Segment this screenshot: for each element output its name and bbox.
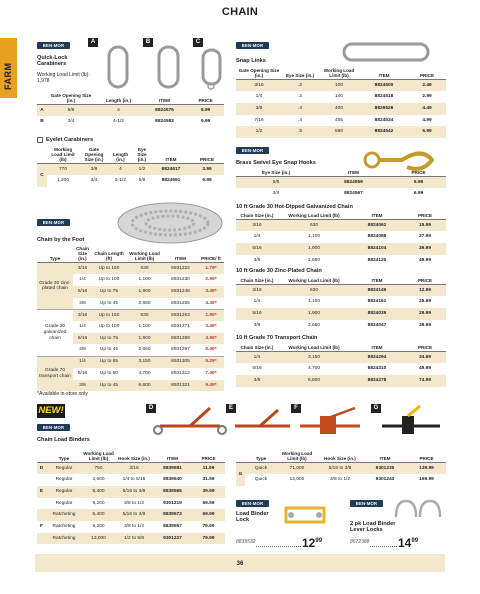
table-row: 1/2 .5 560 8824542 5.99 bbox=[236, 126, 446, 138]
table-row: G Quick 71,000 5/16 to 3/8 9301235 139.99 bbox=[236, 463, 446, 475]
section-tab-label: FARM bbox=[3, 62, 13, 90]
table-row: A 5/8 4 8824575 8.99 bbox=[37, 105, 224, 117]
th-length: Length (in.) bbox=[109, 147, 132, 164]
brand-badge: BEN-MOR bbox=[37, 42, 70, 49]
lever-locks-item: 8672388 bbox=[350, 539, 370, 545]
lever-locks-image bbox=[390, 497, 445, 521]
checkbox-icon bbox=[37, 137, 43, 143]
th-eye-size: Eye Size (in.) bbox=[236, 170, 316, 177]
th-item: ITEM bbox=[142, 93, 187, 105]
th-chain-length: Chain Length (ft) bbox=[92, 246, 126, 263]
th-type: Type bbox=[46, 451, 82, 463]
image-label-d: D bbox=[146, 404, 156, 413]
table-row: 7/16 .4 485 8824534 4.99 bbox=[254, 117, 432, 123]
brass-swivel-title: Brass Swivel Eye Snap Hooks bbox=[236, 160, 316, 166]
table-row: Grade 30 galvanized chain 3/16 Up to 150 630 8931263 1.99* bbox=[37, 309, 224, 321]
table-row: 5/16 Up to 75 1,900 8931248 3.49* bbox=[37, 286, 224, 298]
th-eye-size: Eye Size (in.) bbox=[132, 147, 152, 164]
lock-item: 8839532 bbox=[236, 539, 256, 545]
quicklink-table bbox=[37, 93, 224, 128]
table-row: 1/4 1,100 8824161 25.99 bbox=[253, 299, 431, 305]
th-price-ft: PRICE/ ft bbox=[198, 246, 224, 263]
th-eye-size: Eye Size (in.) bbox=[282, 68, 318, 80]
table-row: Grade 30 zinc-plated chain 3/16 Up to 150 630 8931222 1.79* bbox=[37, 263, 224, 275]
th-price: PRICE bbox=[404, 345, 446, 352]
snap-link-image bbox=[340, 38, 435, 66]
table-row: 3/8 Up to 45 6,600 8931321 9.49* bbox=[37, 380, 224, 392]
lever-locks-price: $14^{99}$ bbox=[398, 536, 419, 550]
table-row: B 3/4 4-1/2 8824583 9.99 bbox=[40, 119, 211, 125]
carabiner-c-icon bbox=[203, 50, 220, 84]
table-row: E Regular 5,400 5/16 to 3/8 8839565 39.99 bbox=[37, 486, 225, 498]
table-row: 1/4 Up to 100 1,100 8931271 3.49* bbox=[79, 324, 217, 330]
lever-locks-title: 2 pk Load Binder Lever Locks bbox=[350, 521, 396, 534]
table-row: D Regular 750 3/16 8839581 11.99 bbox=[37, 463, 225, 475]
th-chain-size: Chain Size (in.) bbox=[236, 345, 278, 352]
table-row: Quick 12,000 3/8 to 1/2 9301243 169.99 bbox=[254, 477, 434, 483]
table-row: 3/4 8824567 6.99 bbox=[272, 191, 424, 197]
brand-badge: BEN-MOR bbox=[350, 500, 383, 507]
th-item: ITEM bbox=[350, 278, 404, 285]
th-length: Length (in.) bbox=[95, 93, 142, 105]
image-label-e: E bbox=[226, 404, 236, 413]
lock-title: Load Binder Lock bbox=[236, 511, 269, 524]
table-row: 5/16 Up to 50 4,700 8931313 7.49* bbox=[77, 370, 217, 376]
lock-price: $12^{99}$ bbox=[302, 536, 323, 550]
th-price: PRICE bbox=[192, 451, 225, 463]
zinc-plated-table bbox=[236, 278, 446, 331]
th-price: PRICE bbox=[187, 93, 224, 105]
th-chain-size: Chain Size (in.) bbox=[236, 278, 278, 285]
th-chain-size: Chain Size (in.) bbox=[236, 213, 278, 220]
quicklink-subtitle: Working Load Limit (lb): 1,978 bbox=[37, 72, 90, 84]
zinc-plated-title: 10 ft Grade 30 Zinc-Plated Chain bbox=[236, 268, 322, 274]
table-row: 1/4 .2 140 8824518 2.99 bbox=[255, 94, 432, 100]
chain-coil-image bbox=[110, 197, 230, 247]
th-item: ITEM bbox=[163, 246, 198, 263]
table-row: C 770 3/8 4 1/2 8824617 3.99 bbox=[37, 164, 224, 176]
th-item: ITEM bbox=[350, 345, 404, 352]
th-wll: Working Load Limit (lb) bbox=[278, 278, 350, 285]
th-price: PRICE bbox=[404, 213, 446, 220]
table-row: 3/16 630 8824146 12.99 bbox=[236, 285, 446, 297]
table-row: 1,200 3/4 5-1/2 5/8 8824591 6.99 bbox=[56, 178, 212, 184]
table-row: Regular 9,200 3/8 to 1/2 9301219 59.99 bbox=[55, 500, 215, 506]
page-title: CHAIN bbox=[221, 6, 259, 18]
page-number: 36 bbox=[236, 561, 244, 567]
section-tab-farm bbox=[0, 38, 17, 98]
table-row: Grade 70 transport chain 1/4 Up to 65 3,150 8931305 5.29* bbox=[37, 356, 224, 368]
table-row: F Ratcheting 9,200 3/8 to 1/2 8839557 79.99 bbox=[40, 524, 215, 530]
table-row: 5/16 4,700 8824310 49.99 bbox=[252, 366, 431, 372]
binder-lock-image bbox=[282, 500, 330, 532]
image-label-b: B bbox=[143, 38, 153, 47]
eyelet-title: Eyelet Carabiners bbox=[46, 137, 94, 143]
table-row: 1/4 1,100 8824088 27.99 bbox=[253, 234, 431, 240]
brand-badge: BEN-MOR bbox=[236, 500, 269, 507]
th-item: ITEM bbox=[152, 147, 190, 164]
table-row: Ratcheting 13,000 1/2 to 5/8 9301227 79.99 bbox=[37, 533, 225, 545]
table-row: 5/16 1,900 8824039 29.99 bbox=[236, 308, 446, 320]
image-label-c: C bbox=[193, 38, 203, 47]
th-hook-size: Hook Size (in.) bbox=[317, 451, 363, 463]
quicklink-title: Quick-Lock Carabiners bbox=[37, 55, 68, 68]
table-row: 3/8 .4 400 8826526 4.49 bbox=[236, 103, 446, 115]
binders-title: Chain Load Binders bbox=[37, 437, 90, 443]
table-row: 1/4 3,150 8824294 34.99 bbox=[236, 352, 446, 364]
chain-foot-title: Chain by the Foot bbox=[37, 237, 85, 243]
chain-foot-table bbox=[37, 246, 224, 391]
carabiner-images bbox=[95, 44, 225, 90]
leader-line bbox=[256, 546, 301, 547]
th-chain-size: Chain Size (in.) bbox=[73, 246, 92, 263]
th-wll: Working Load Limit (lb) bbox=[47, 147, 79, 164]
th-item: ITEM bbox=[360, 68, 408, 80]
th-item: ITEM bbox=[350, 213, 404, 220]
table-row: 3/16 .2 100 8824500 2.49 bbox=[236, 80, 446, 92]
table-row: 1/4 Up to 100 1,100 8931230 2.99* bbox=[79, 277, 217, 283]
carabiner-b-icon bbox=[159, 47, 178, 87]
table-row: 5/16 1,900 8824104 39.99 bbox=[236, 243, 446, 255]
brand-badge: BEN-MOR bbox=[236, 42, 269, 49]
table-row: 3/8 6,600 8824278 74.99 bbox=[236, 375, 446, 387]
th-gate-opening: Gate Opening Size (in.) bbox=[79, 147, 109, 164]
th-price: PRICE bbox=[190, 147, 224, 164]
th-item: ITEM bbox=[363, 451, 407, 463]
table-row: 5/8 8824559 5.99 bbox=[236, 177, 446, 189]
th-price: PRICE bbox=[408, 68, 446, 80]
transport-title: 10 ft Grade 70 Transport Chain bbox=[236, 335, 318, 341]
snap-links-table bbox=[236, 68, 446, 138]
table-row: Ratcheting 5,400 5/16 to 3/8 8839573 69.99 bbox=[37, 509, 225, 521]
snap-links-title: Snap Links bbox=[236, 58, 266, 64]
th-type: Type bbox=[245, 451, 277, 463]
hot-dipped-table bbox=[236, 213, 446, 266]
eyelet-table bbox=[37, 147, 224, 187]
th-item: ITEM bbox=[153, 451, 192, 463]
th-wll: Working Load Limit (lb) bbox=[277, 451, 317, 463]
binders-right-table bbox=[236, 451, 446, 486]
table-row: 5/16 Up to 75 1,900 8931289 3.99* bbox=[37, 333, 224, 345]
th-price: PRICE bbox=[407, 451, 446, 463]
table-row: 3/8 2,650 8824047 39.99 bbox=[253, 322, 431, 328]
table-row: 3/8 Up to 45 2,650 8931297 5.49* bbox=[37, 344, 224, 356]
carabiner-a-icon bbox=[109, 47, 127, 87]
image-label-a: A bbox=[88, 38, 98, 47]
brand-badge: BEN-MOR bbox=[37, 219, 70, 226]
th-hook-size: Hook Size (in.) bbox=[115, 451, 153, 463]
th-wll: Working Load Limit (lb) bbox=[278, 345, 350, 352]
th-item: ITEM bbox=[316, 170, 391, 177]
image-label-f: F bbox=[291, 404, 301, 413]
table-row: Regular 2,600 1/4 to 5/16 8839540 31.99 bbox=[55, 477, 215, 483]
new-badge: NEW! bbox=[38, 405, 64, 416]
brand-badge: BEN-MOR bbox=[37, 424, 70, 431]
footnote: *Available in-store only bbox=[37, 391, 88, 397]
th-wll: Working Load Limit (lb) bbox=[278, 213, 350, 220]
th-wll: Working Load Limit (lb) bbox=[318, 68, 360, 80]
transport-table bbox=[236, 345, 446, 387]
table-row: 3/8 Up to 45 2,650 8931255 4.49* bbox=[37, 298, 224, 310]
brass-swivel-table bbox=[236, 170, 446, 200]
th-gate-opening: Gate Opening Size (in.) bbox=[47, 93, 95, 105]
table-row: 3/16 630 8824062 15.99 bbox=[236, 220, 446, 232]
th-price: PRICE bbox=[404, 278, 446, 285]
binders-left-table bbox=[37, 451, 225, 544]
th-type: Type bbox=[37, 246, 73, 263]
th-gate-opening: Gate Opening Size (in.) bbox=[236, 68, 282, 80]
table-row: 3/8 2,650 8824120 49.99 bbox=[253, 257, 431, 263]
hot-dipped-title: 10 ft Grade 30 Hot-Dipped Galvanized Chain bbox=[236, 204, 353, 210]
th-wll: Working Load Limit (lb) bbox=[126, 246, 163, 263]
leader-line bbox=[370, 546, 397, 547]
binder-images bbox=[150, 404, 450, 448]
th-price: PRICE bbox=[391, 170, 446, 177]
th-wll: Working Load Limit (lb) bbox=[83, 451, 114, 462]
brand-badge: BEN-MOR bbox=[236, 147, 269, 154]
image-label-g: G bbox=[371, 404, 381, 413]
